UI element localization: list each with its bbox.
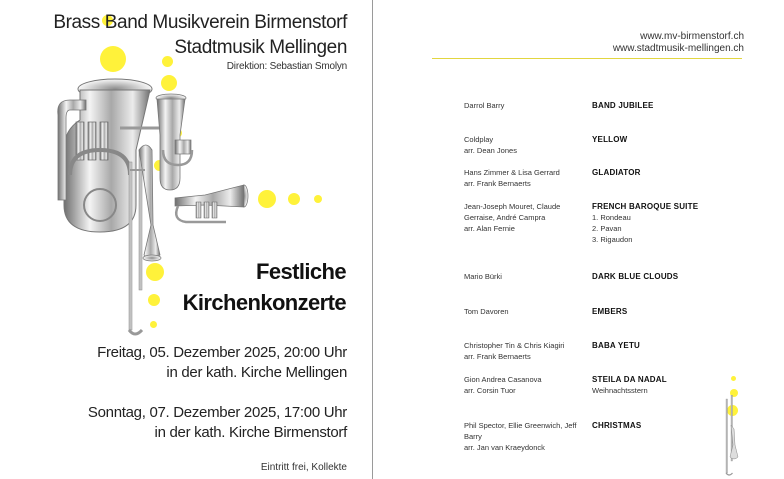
trombone-icon: [722, 395, 742, 477]
program-composer: [464, 340, 590, 362]
left-page: [0, 0, 372, 479]
website-link[interactable]: www.mv-birmenstorf.ch: [640, 31, 744, 42]
work-title: EMBERS: [592, 307, 628, 316]
arranger-name: arr. Frank Bernaerts: [464, 179, 531, 188]
arranger-name: arr. Frank Bernaerts: [464, 352, 531, 361]
program-work: [592, 167, 641, 178]
work-title: DARK BLUE CLOUDS: [592, 272, 679, 281]
composer-name: Jean-Joseph Mouret, Claude Gerraise, André Campra: [464, 202, 561, 222]
program-composer: [464, 420, 590, 453]
composer-name: Hans Zimmer & Lisa Gerrard: [464, 168, 560, 177]
program-composer: [464, 306, 590, 317]
program-composer: [464, 201, 590, 234]
concert-title-line1: Festliche: [256, 259, 346, 284]
website-links: [613, 31, 744, 55]
program-work: [592, 374, 667, 396]
concert-title-line2: Kirchenkonzerte: [182, 290, 346, 315]
band-title: [53, 10, 347, 60]
concert-venue: in der kath. Kirche Birmenstorf: [154, 424, 347, 441]
concert-title: [183, 256, 346, 318]
work-title: STEILA DA NADAL: [592, 375, 667, 384]
work-title: BAND JUBILEE: [592, 101, 654, 110]
admission-note: Eintritt frei, Kollekte: [260, 462, 347, 473]
work-title: FRENCH BAROQUE SUITE: [592, 202, 699, 211]
composer-name: Gion Andrea Casanova: [464, 375, 542, 384]
arranger-name: arr. Alan Fernie: [464, 224, 515, 233]
composer-name: Mario Bürki: [464, 272, 502, 281]
page-edge-left: [372, 0, 373, 479]
right-page: [396, 0, 784, 479]
baritone-horn-icon: [156, 94, 192, 190]
composer-name: Tom Davoren: [464, 307, 509, 316]
composer-name: Phil Spector, Ellie Greenwich, Jeff Barry: [464, 421, 577, 441]
arranger-name: arr. Dean Jones: [464, 146, 517, 155]
concert-date-2: [88, 403, 347, 443]
program-work: [592, 100, 654, 111]
band-name-line1: Brass Band Musikverein Birmenstorf: [53, 12, 347, 33]
work-movement: 1. Rondeau: [592, 213, 631, 222]
program-composer: [464, 100, 590, 111]
work-title: CHRISTMAS: [592, 421, 642, 430]
concert-venue: in der kath. Kirche Mellingen: [166, 364, 347, 381]
divider-line: [432, 58, 742, 59]
program-composer: [464, 134, 590, 156]
page-gutter: [373, 0, 395, 479]
composer-name: Darrol Barry: [464, 101, 505, 110]
program-work: [592, 271, 678, 282]
work-title: GLADIATOR: [592, 168, 641, 177]
conductor: Direktion: Sebastian Smolyn: [226, 61, 347, 72]
program-composer: [464, 167, 590, 189]
arranger-name: arr. Corsin Tuor: [464, 386, 516, 395]
composer-name: Christopher Tin & Chris Kiagiri: [464, 341, 565, 350]
work-movement: 2. Pavan: [592, 224, 622, 233]
work-movement: 3. Rigaudon: [592, 235, 633, 244]
concert-date: Freitag, 05. Dezember 2025, 20:00 Uhr: [97, 344, 347, 361]
flugelhorn-icon: [175, 185, 248, 222]
concert-date: Sonntag, 07. Dezember 2025, 17:00 Uhr: [87, 404, 347, 421]
website-link[interactable]: www.stadtmusik-mellingen.ch: [612, 43, 744, 54]
band-name-line2: Stadtmusik Mellingen: [174, 37, 347, 58]
program-work: [592, 340, 640, 351]
program-work: [592, 134, 627, 145]
program-composer: [464, 374, 590, 396]
work-title: YELLOW: [592, 135, 628, 144]
arranger-name: arr. Jan van Kraeydonck: [464, 443, 545, 452]
program-composer: [464, 271, 590, 282]
program-work: [592, 420, 641, 431]
program-work: [592, 201, 698, 245]
work-title: BABA YETU: [592, 341, 641, 350]
program-work: [592, 306, 627, 317]
concert-date-1: [97, 343, 347, 383]
work-movement: Weihnachtsstern: [592, 386, 648, 395]
composer-name: Coldplay: [464, 135, 494, 144]
yellow-dot: [731, 376, 736, 381]
